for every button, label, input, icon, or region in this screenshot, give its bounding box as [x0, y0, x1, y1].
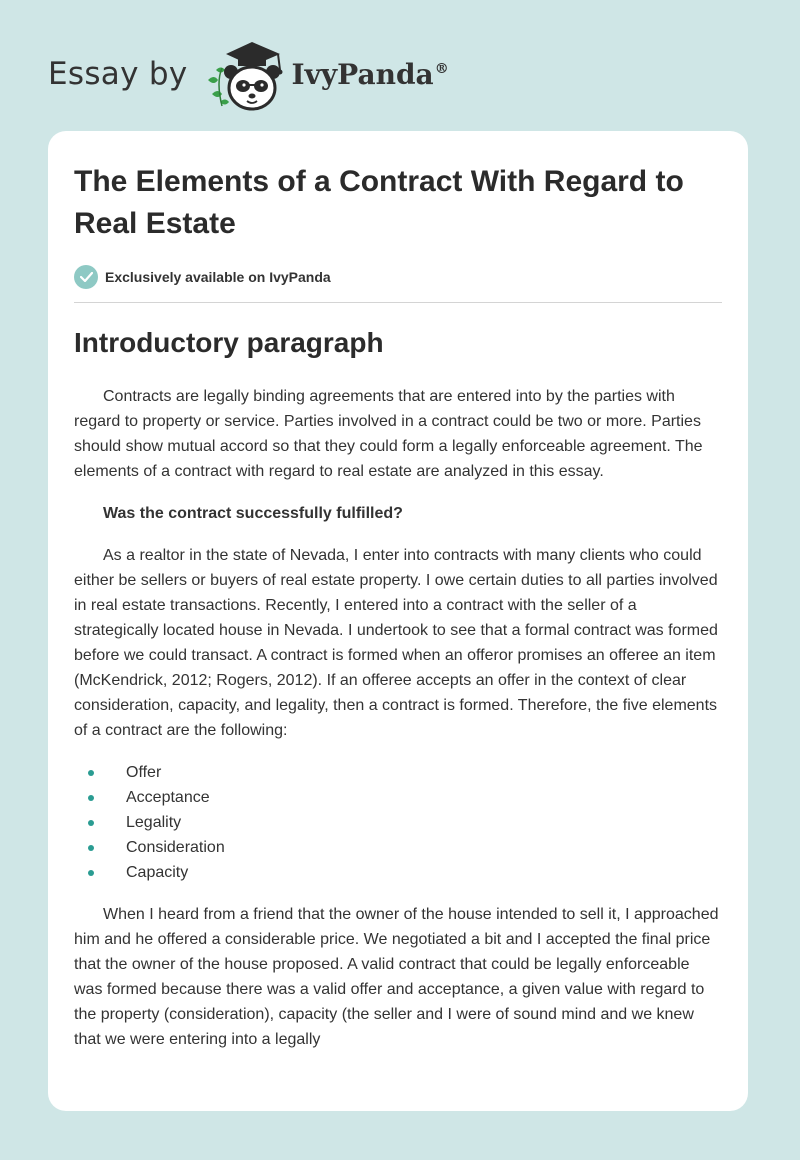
contract-elements-list [74, 760, 722, 885]
exclusive-badge [74, 265, 331, 289]
paragraph: When I heard from a friend that the owner of the house intended to sell it, I approached him and he offered a considerable price. We negotiated a bit and I accepted the final price that the owner of the house proposed. A valid contract that could be legally enforceable was formed because there was a valid offer and acceptance, a given value with regard to the property (consideration), capacity (the seller and I were of sound mind and we knew that we were entering into a legally [74, 906, 719, 1048]
bullet-icon [88, 870, 94, 876]
list-item-label: Consideration [126, 839, 225, 856]
registered-mark: ® [434, 61, 449, 78]
divider [74, 302, 722, 303]
section-heading: Introductory paragraph [74, 327, 384, 358]
list-item [74, 785, 722, 810]
exclusive-badge-label: Exclusively available on IvyPanda [105, 269, 331, 285]
paragraph: As a realtor in the state of Nevada, I enter into contracts with many clients who could either be sellers or buyers of real estate property. I owe certain duties to all parties involved in real estate transactions. Recently, I entered into a contract with the seller of a strategically located house in Nevada. I undertook to see that a formal contract was formed before we could transact. A contract is formed when an offeror promises an offeree an item (McKendrick, 2012; Rogers, 2012). If an offeree accepts an offer in the context of clear consideration, capacity, and legality, then a contract is formed. Therefore, the five elements of a contract are the following: [74, 547, 718, 739]
paragraph: Contracts are legally binding agreements that are entered into by the parties with regard to property or service. Parties involved in a contract could be two or more. Parties should show mutual accord so that they could form a legally enforceable agreement. The elements of a contract with regard to real estate are analyzed in this essay. [74, 388, 703, 480]
check-icon [74, 265, 98, 289]
essay-body [74, 384, 722, 1069]
list-item [74, 835, 722, 860]
essay-title: The Elements of a Contract With Regard to Real Estate [74, 165, 684, 240]
brand-text: IvyPanda [291, 57, 434, 91]
list-item [74, 860, 722, 885]
list-item-label: Legality [126, 814, 182, 831]
essay-card [48, 131, 748, 1111]
list-item [74, 810, 722, 835]
list-item-label: Acceptance [126, 789, 210, 806]
ivypanda-logo-icon[interactable] [202, 36, 290, 112]
brand-name [292, 58, 449, 91]
essay-by-label: Essay by [48, 56, 188, 92]
bullet-icon [88, 795, 94, 801]
list-item-label: Offer [126, 764, 162, 781]
bullet-icon [88, 820, 94, 826]
site-header [48, 36, 748, 112]
question-heading: Was the contract successfully fulfilled? [103, 505, 403, 522]
bullet-icon [88, 845, 94, 851]
bullet-icon [88, 770, 94, 776]
list-item [74, 760, 722, 785]
list-item-label: Capacity [126, 864, 189, 881]
